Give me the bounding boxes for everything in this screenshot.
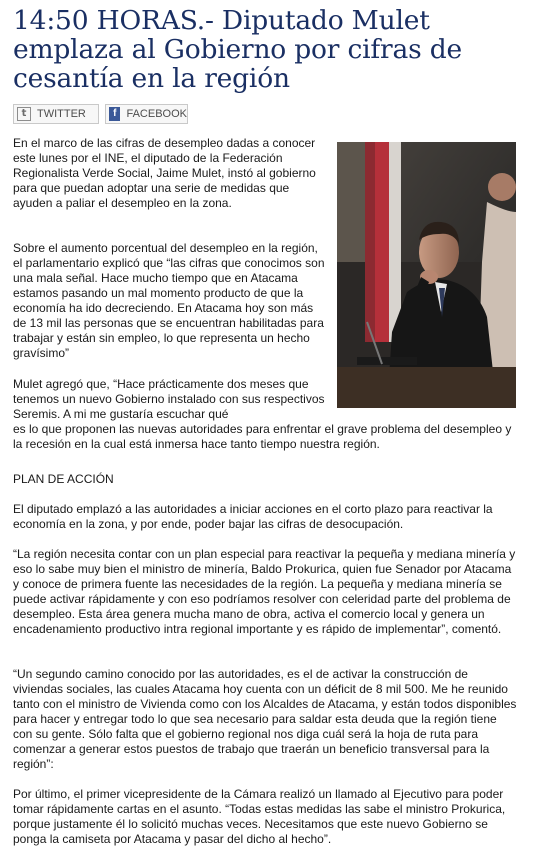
twitter-icon: t [17, 107, 31, 121]
article-paragraph-3-rest: es lo que proponen las nuevas autoridades para enfrentar el grave problema del desempleo y la recesión en la cual está inmersa hace tanto tiempo nuestra región. [13, 422, 512, 451]
section-heading: PLAN DE ACCIÓN [13, 472, 114, 486]
article-headline: 14:50 HORAS.- Diputado Mulet emplaza al Gobierno por cifras de cesantía en la región [13, 5, 462, 94]
deputy-photo-illustration [337, 142, 516, 408]
article-photo [337, 142, 516, 408]
facebook-icon: f [109, 107, 120, 121]
article-paragraph-5: “La región necesita contar con un plan especial para reactivar la pequeña y mediana minería y eso lo sabe muy bien el ministro de minería, Baldo Prokurica, quien fue Senador por Atacama y conoce de primera fuente las necesidades de la región. La pequeña y mediana minería se puede activar rápidamente y con eso podríamos resolver con celeridad parte del problema de desempleo. Esta área genera mucha mano de obra, activa el comercio local y genera un encadenamiento productivo intra regional importante y es rápido de implementar”, comentó. [13, 547, 516, 636]
article-paragraph-3-intro: Mulet agregó que, “Hace prácticamente dos meses que tenemos un nuevo Gobierno instalado con sus respectivos Seremis. A mi me gustaría escuchar qué [13, 377, 325, 421]
article-paragraph-6: “Un segundo camino conocido por las autoridades, es el de activar la construcción de viviendas sociales, las cuales Atacama hoy cuenta con un déficit de 8 mil 500. Me he reunido tanto con el ministro de Vivienda como con los Alcaldes de Atacama, y están todos disponibles para hacer y entregar todo lo que sea necesario para saldar esta deuda que la región tiene con su gente. Sólo falta que el gobierno regional nos diga cuál será la hoja de ruta para comenzar a generar estos puestos de trabajo que traerán un beneficio transversal para la región”: [13, 667, 517, 771]
facebook-share-button[interactable] [105, 104, 188, 124]
article-paragraph-4: El diputado emplazó a las autoridades a iniciar acciones en el corto plazo para reactivar la economía en la zona, y por ende, poder bajar las cifras de desocupación. [13, 502, 493, 531]
article-paragraph-7: Por último, el primer vicepresidente de la Cámara realizó un llamado al Ejecutivo para poder tomar rápidamente cartas en el asunto. “Todas estas medidas las sabe el ministro Prokurica, porque justamente él lo solicitó muchas veces. Necesitamos que este nuevo Gobierno se ponga la camiseta por Atacama y pasar del dicho al hecho”. [13, 787, 506, 846]
twitter-share-label: TWITTER [37, 108, 86, 120]
article-paragraph-1: En el marco de las cifras de desempleo dadas a conocer este lunes por el INE, el diputado de la Federación Regionalista Verde Social, Jaime Mulet, instó al gobierno para que puedan adoptar una serie de medidas que ayuden a paliar el desempleo en la zona. [13, 136, 316, 210]
facebook-share-label: FACEBOOK [126, 108, 187, 120]
article-paragraph-2: Sobre el aumento porcentual del desempleo en la región, el parlamentario explicó que “las cifras que conocimos son una mala señal. Hace mucho tiempo que en Atacama estamos pasando un mal momento producto de que la economía ha ido decreciendo. En Atacama hoy son más de 13 mil las personas que se encuentran habilitadas para trabajar y están sin empleo, lo que representa un hecho gravísimo” [13, 241, 325, 360]
twitter-share-button[interactable] [13, 104, 99, 124]
